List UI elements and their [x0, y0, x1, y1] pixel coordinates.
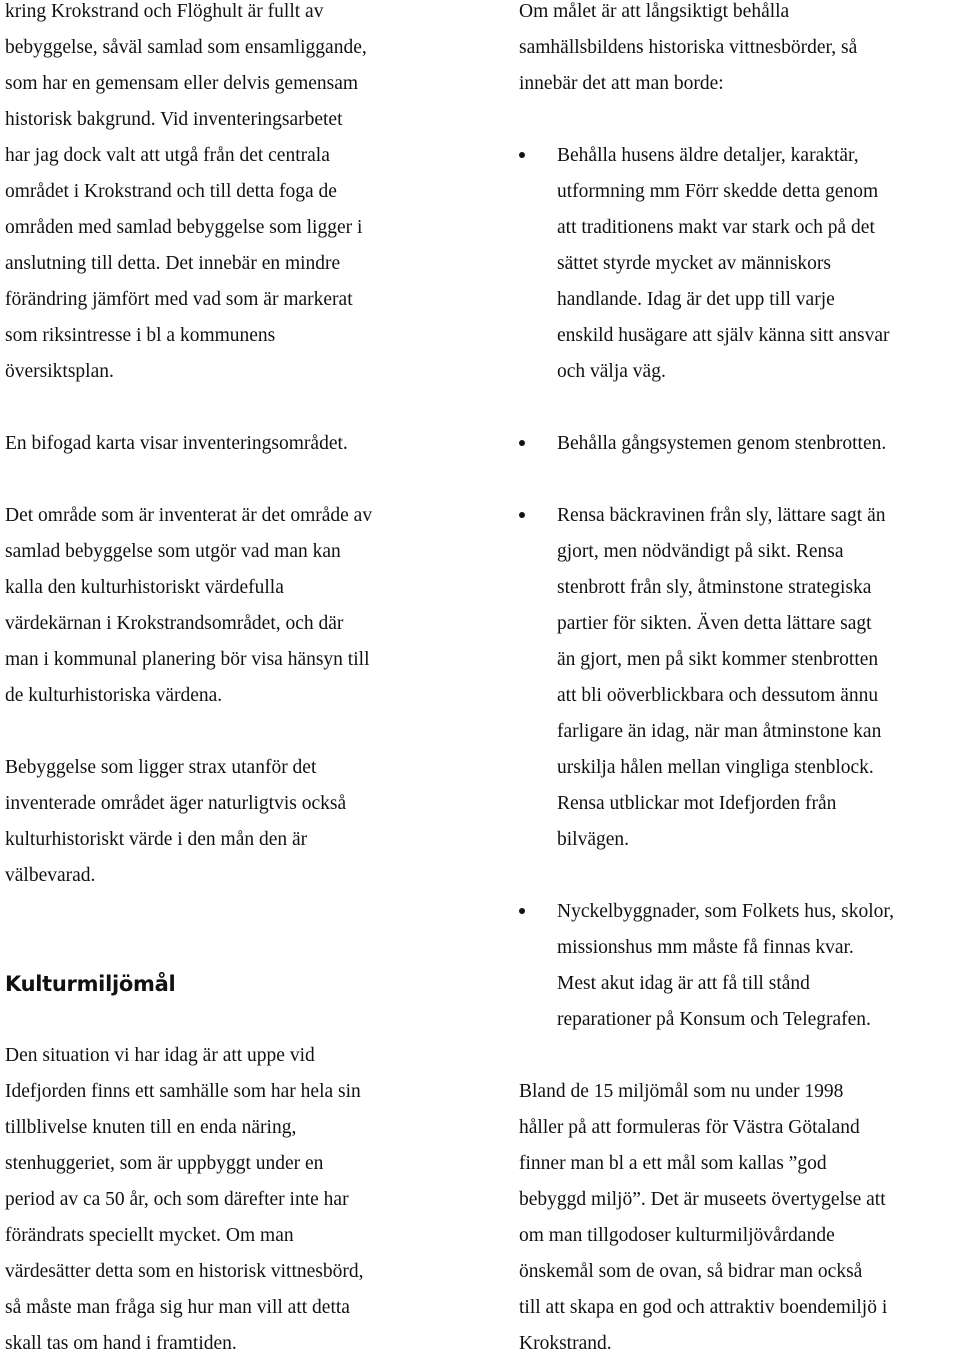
text-line: förändring jämfört med vad som är markerat: [5, 289, 353, 310]
paragraph-map-note: [5, 426, 455, 462]
text-line: håller på att formuleras för Västra Götaland: [519, 1117, 860, 1138]
text-line: handlande. Idag är det upp till varje: [557, 289, 835, 310]
bullet-text: [557, 426, 960, 462]
text-line: bebyggd miljö”. Det är museets övertygelse att: [519, 1189, 886, 1210]
right-column: [519, 0, 960, 1362]
text-line: gjort, men nödvändigt på sikt. Rensa: [557, 541, 844, 562]
paragraph-inventory-area: [5, 498, 455, 714]
text-line: Nyckelbyggnader, som Folkets hus, skolor,: [557, 901, 894, 922]
text-line: så måste man fråga sig hur man vill att detta: [5, 1297, 350, 1318]
text-line: tillblivelse knuten till en enda näring,: [5, 1117, 297, 1138]
text-line: som riksintresse i bl a kommunens: [5, 325, 276, 346]
bullet-text: [557, 138, 960, 390]
text-line: Det område som är inventerat är det område av: [5, 505, 373, 526]
text-line: Mest akut idag är att få till stånd: [557, 973, 810, 994]
text-line: välbevarad.: [5, 865, 96, 886]
text-line: bilvägen.: [557, 829, 630, 850]
text-line: Bland de 15 miljömål som nu under 1998: [519, 1081, 844, 1102]
goal-bullet-list: [519, 138, 960, 1038]
text-line: värdesätter detta som en historisk vittnesbörd,: [5, 1261, 364, 1282]
text-line: sättet styrde mycket av människors: [557, 253, 832, 274]
text-line: samlad bebyggelse som utgör vad man kan: [5, 541, 341, 562]
text-line: Den situation vi har idag är att uppe vid: [5, 1045, 315, 1066]
text-line: kalla den kulturhistoriskt värdefulla: [5, 577, 284, 598]
text-line: att bli oöverblickbara och dessutom ännu: [557, 685, 879, 706]
bullet-item: [519, 426, 960, 462]
text-line: historisk bakgrund. Vid inventeringsarbetet: [5, 109, 343, 130]
bullet-text: [557, 894, 960, 1038]
text-line: farligare än idag, när man åtminstone kan: [557, 721, 882, 742]
text-line: anslutning till detta. Det innebär en mindre: [5, 253, 341, 274]
text-line: översiktsplan.: [5, 361, 114, 382]
text-line: finner man bl a ett mål som kallas ”god: [519, 1153, 827, 1174]
text-line: Bebyggelse som ligger strax utanför det: [5, 757, 317, 778]
text-line: urskilja hålen mellan vingliga stenblock.: [557, 757, 874, 778]
text-line: innebär det att man borde:: [519, 73, 724, 94]
text-line: partier för sikten. Även detta lättare sagt: [557, 613, 872, 634]
bullet-item: [519, 138, 960, 390]
text-line: reparationer på Konsum och Telegrafen.: [557, 1009, 871, 1030]
bullet-item: [519, 498, 960, 858]
text-line: och välja väg.: [557, 361, 666, 382]
text-line: förändrats speciellt mycket. Om man: [5, 1225, 294, 1246]
text-line: de kulturhistoriska värdena.: [5, 685, 223, 706]
text-line: önskemål som de ovan, så bidrar man också: [519, 1261, 863, 1282]
text-line: man i kommunal planering bör visa hänsyn till: [5, 649, 370, 670]
paragraph-environment-goals: [519, 1074, 960, 1362]
text-line: området i Krokstrand och till detta foga de: [5, 181, 337, 202]
text-line: än gjort, men på sikt kommer stenbrotten: [557, 649, 879, 670]
bullet-text: [557, 498, 960, 858]
text-line: Behålla husens äldre detaljer, karaktär,: [557, 145, 859, 166]
text-line: period av ca 50 år, och som därefter inte har: [5, 1189, 349, 1210]
text-line: skall tas om hand i framtiden.: [5, 1333, 237, 1354]
text-line: Om målet är att långsiktigt behålla: [519, 1, 790, 22]
text-line: utformning mm Förr skedde detta genom: [557, 181, 879, 202]
text-line: stenhuggeriet, som är uppbyggt under en: [5, 1153, 324, 1174]
text-line: kulturhistoriskt värde i den mån den är: [5, 829, 308, 850]
bullet-item: [519, 894, 960, 1038]
text-line: till att skapa en god och attraktiv boendemiljö i: [519, 1297, 888, 1318]
text-line: bebyggelse, såväl samlad som ensamliggande,: [5, 37, 367, 58]
text-line: Krokstrand.: [519, 1333, 612, 1354]
text-line: värdekärnan i Krokstrandsområdet, och där: [5, 613, 344, 634]
text-line: missionshus mm måste få finnas kvar.: [557, 937, 854, 958]
text-line: inventerade området äger naturligtvis också: [5, 793, 347, 814]
paragraph-scope: [5, 0, 455, 390]
text-line: En bifogad karta visar inventeringsområdet.: [5, 433, 348, 454]
text-line: områden med samlad bebyggelse som ligger i: [5, 217, 363, 238]
text-line: Rensa bäckravinen från sly, lättare sagt än: [557, 505, 886, 526]
text-line: som har en gemensam eller delvis gemensam: [5, 73, 359, 94]
section-heading: Kulturmiljömål: [5, 972, 176, 996]
text-line: Rensa utblickar mot Idefjorden från: [557, 793, 837, 814]
left-column: [5, 0, 455, 1362]
paragraph-outside-area: [5, 750, 455, 894]
text-line: Idefjorden finns ett samhälle som har hela sin: [5, 1081, 361, 1102]
text-line: kring Krokstrand och Flöghult är fullt av: [5, 1, 324, 22]
paragraph-goal-intro: [519, 0, 960, 102]
text-line: enskild husägare att själv känna sitt ansvar: [557, 325, 890, 346]
text-line: har jag dock valt att utgå från det centrala: [5, 145, 330, 166]
text-line: Behålla gångsystemen genom stenbrotten.: [557, 433, 887, 454]
text-line: om man tillgodoser kulturmiljövårdande: [519, 1225, 835, 1246]
paragraph-situation: [5, 1038, 455, 1362]
text-line: att traditionens makt var stark och på det: [557, 217, 875, 238]
text-line: samhällsbildens historiska vittnesbörder, så: [519, 37, 858, 58]
text-line: stenbrott från sly, åtminstone strategiska: [557, 577, 872, 598]
